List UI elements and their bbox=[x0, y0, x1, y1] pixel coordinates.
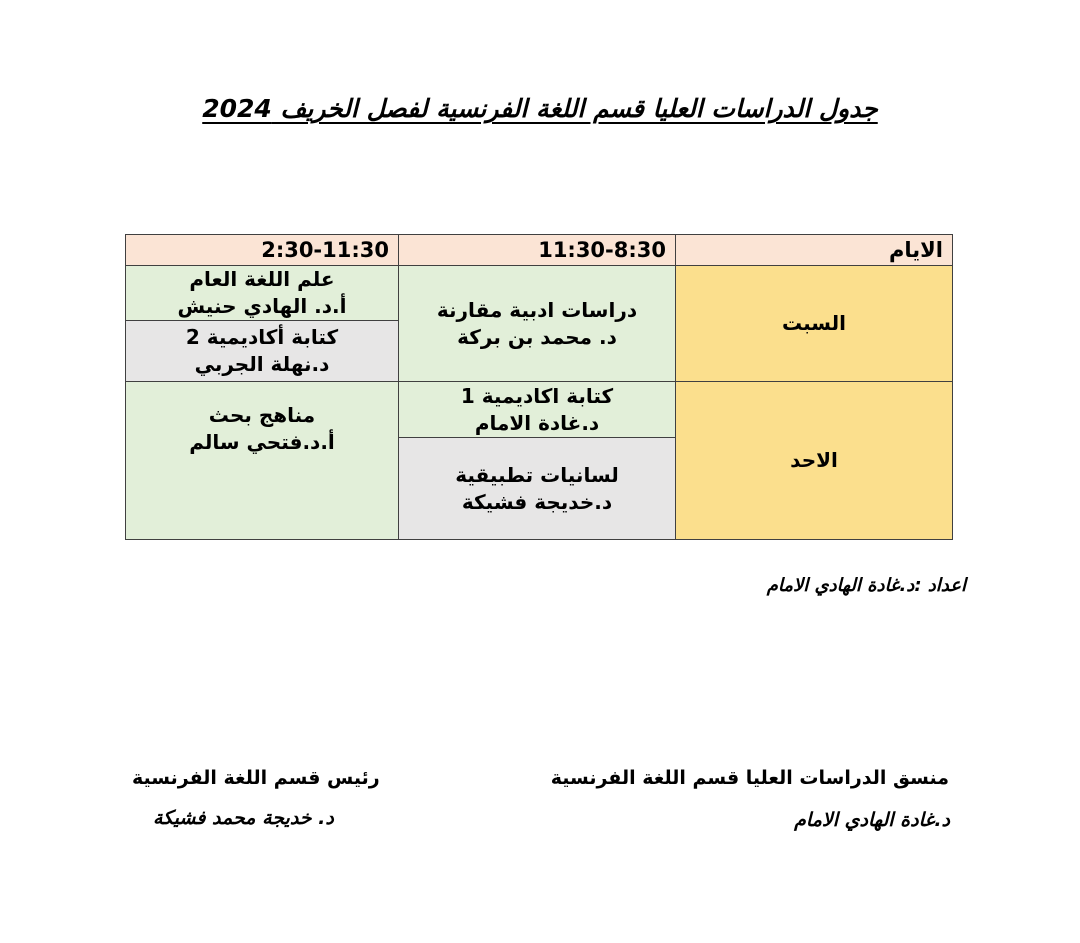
course-cell-sunday-morning-first bbox=[399, 382, 675, 437]
course-instructor: د.غادة الامام bbox=[474, 410, 600, 435]
course-name: علم اللغة العام bbox=[189, 267, 335, 291]
day-cell-saturday bbox=[676, 266, 952, 381]
department-head-role: رئيس قسم اللغة الفرنسية bbox=[132, 767, 380, 789]
course-cell-sunday-afternoon bbox=[126, 382, 398, 539]
course-cell-saturday-afternoon-first bbox=[126, 266, 398, 320]
department-head-name: د. خديجة محمد فشيكة bbox=[153, 807, 334, 829]
page-title: جدول الدراسات العليا قسم اللغة الفرنسية لفصل الخريف 2024 bbox=[202, 94, 878, 123]
course-instructor: أ.د.فتحي سالم bbox=[189, 430, 335, 454]
header-slot-morning bbox=[399, 235, 675, 265]
course-name: لسانيات تطبيقية bbox=[455, 462, 619, 487]
header-days bbox=[676, 235, 952, 265]
day-label-saturday: السبت bbox=[781, 311, 847, 335]
day-cell-sunday bbox=[676, 382, 952, 539]
day-label-sunday: الاحد bbox=[790, 448, 838, 472]
course-name: دراسات ادبية مقارنة bbox=[436, 297, 638, 322]
header-slot-afternoon bbox=[126, 235, 398, 265]
course-cell-sunday-morning-second bbox=[399, 438, 675, 539]
course-instructor: د. محمد بن بركة bbox=[457, 324, 617, 349]
header-slot-afternoon-label: 2:30-11:30 bbox=[261, 237, 389, 262]
coordinator-role: منسق الدراسات العليا قسم اللغة الفرنسية bbox=[550, 767, 949, 789]
course-cell-saturday-afternoon-second bbox=[126, 321, 398, 381]
course-instructor: د.خديجة فشيكة bbox=[461, 489, 613, 514]
prepared-by-line: اعداد :د.غادة الهادي الامام bbox=[766, 575, 966, 596]
coordinator-name: د.غادة الهادي الامام bbox=[794, 809, 950, 831]
header-slot-morning-label: 11:30-8:30 bbox=[538, 237, 666, 262]
course-instructor: د.نهلة الجربي bbox=[194, 352, 330, 376]
course-name: كتابة أكاديمية 2 bbox=[185, 325, 339, 349]
course-cell-saturday-morning bbox=[399, 266, 675, 381]
course-instructor: أ.د. الهادي حنيش bbox=[177, 294, 347, 318]
header-days-label: الايام bbox=[889, 237, 943, 262]
course-name: مناهج بحث bbox=[208, 403, 316, 427]
schedule-table bbox=[125, 234, 953, 540]
course-name: كتابة اكاديمية 1 bbox=[460, 383, 614, 408]
